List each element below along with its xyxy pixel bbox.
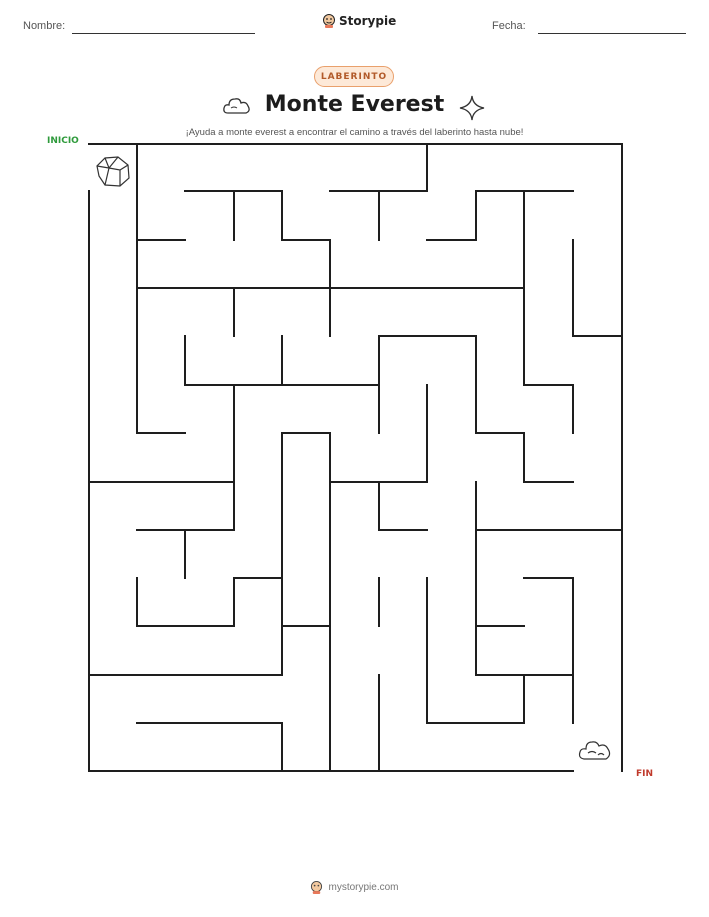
footer — [0, 880, 709, 894]
cloud-icon — [580, 742, 610, 759]
end-label: FIN — [636, 769, 654, 779]
rock-icon — [97, 157, 129, 186]
page-title: Monte Everest — [264, 92, 445, 117]
storypie-logo-icon — [310, 880, 323, 894]
brand-name: Storypie — [339, 13, 397, 28]
instructions: ¡Ayuda a monte everest a encontrar el camino a través del laberinto hasta nube! — [185, 127, 524, 138]
maze-walls — [89, 144, 622, 771]
start-label: INICIO — [47, 136, 79, 146]
date-label: Fecha: — [492, 20, 526, 32]
category-badge: LABERINTO — [314, 66, 394, 87]
footer-url[interactable]: mystorypie.com — [328, 881, 399, 893]
name-label: Nombre: — [23, 20, 66, 32]
